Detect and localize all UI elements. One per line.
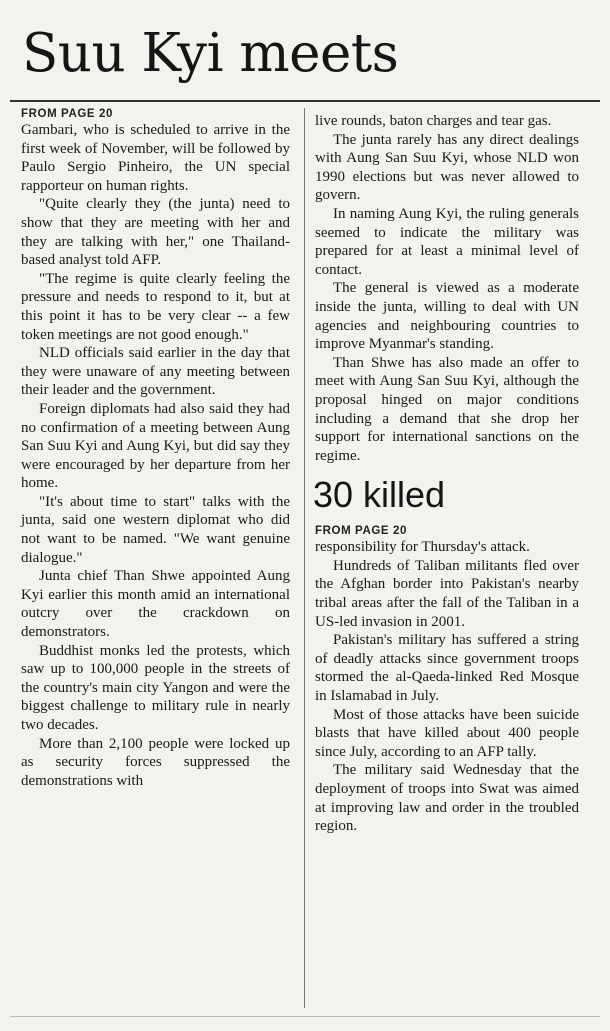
headline-rule bbox=[10, 100, 600, 102]
paragraph: "The regime is quite clearly feeling the pressure and needs to respond to it, but at this point it has to be very clear -- a few token meetings are not good enough." bbox=[21, 270, 290, 343]
paragraph: Pakistan's military has suffered a string of deadly attacks since government troops stormed the al-Qaeda-linked Red Mosque in Islamabad in July. bbox=[315, 632, 579, 705]
from-page-kicker: FROM PAGE 20 bbox=[315, 525, 407, 538]
continuation-text: live rounds, baton charges and tear gas. bbox=[315, 113, 552, 129]
from-page-kicker: FROM PAGE 20 bbox=[21, 108, 113, 120]
paragraph: The military said Wednesday that the deployment of troops into Swat was aimed at improving law and order in the troubled region. bbox=[315, 762, 579, 835]
paragraph: "Quite clearly they (the junta) need to show that they are meeting with her and they are talking with her," one Thailand-based analyst told AFP. bbox=[21, 196, 290, 269]
paragraph: Gambari, who is scheduled to arrive in the first week of November, will be followed by Paulo Sergio Pinheiro, the UN special rapporteur on human rights. bbox=[21, 122, 290, 194]
paragraph: Foreign diplomats had also said they had no confirmation of a meeting between Aung San Suu Kyi and Aung Kyi, but did say they were encouraged by her departure from her home. bbox=[21, 400, 290, 492]
paragraph: Buddhist monks led the protests, which saw up to 100,000 people in the streets of the country's main city Yangon and were the biggest challenge to military rule in nearly two decades. bbox=[21, 642, 290, 733]
paragraph: Most of those attacks have been suicide blasts that have killed about 400 people since July, according to an AFP tally. bbox=[315, 706, 579, 760]
paragraph: Junta chief Than Shwe appointed Aung Kyi earlier this month amid an international outcry over the crackdown on demonstrators. bbox=[21, 568, 290, 641]
paragraph: Hundreds of Taliban militants fled over the Afghan border into Pakistan's nearby tribal areas after the fall of the Taliban in a US-led invasion in 2001. bbox=[315, 557, 579, 630]
right-column bbox=[315, 112, 579, 836]
bottom-rule bbox=[10, 1016, 600, 1017]
paragraph: The junta rarely has any direct dealings with Aung San Suu Kyi, whose NLD won 1990 elections but was never allowed to govern. bbox=[315, 131, 579, 204]
paragraph: Than Shwe has also made an offer to meet with Aung San Suu Kyi, although the proposal hinged on major conditions including a demand that she drop her support for international sanctions on the regime. bbox=[315, 354, 579, 464]
paragraph: More than 2,100 people were locked up as security forces suppressed the demonstrations with bbox=[21, 735, 290, 789]
paragraph: In naming Aung Kyi, the ruling generals seemed to indicate the military was prepared for at least a minimal level of contact. bbox=[315, 205, 579, 278]
second-story-headline: 30 killed bbox=[313, 474, 446, 516]
paragraph: The general is viewed as a moderate inside the junta, willing to deal with UN agencies and neighbouring countries to improve Myanmar's standing. bbox=[315, 280, 579, 353]
left-column bbox=[21, 108, 290, 790]
continuation-text: responsibility for Thursday's attack. bbox=[315, 539, 530, 556]
paragraph: "It's about time to start" talks with the junta, said one western diplomat who did not want to be named. "We want genuine dialogue." bbox=[21, 493, 290, 566]
paragraph: NLD officials said earlier in the day that they were unaware of any meeting between their leader and the government. bbox=[21, 345, 290, 399]
headline: Suu Kyi meets bbox=[22, 23, 399, 84]
column-divider bbox=[304, 108, 305, 1008]
